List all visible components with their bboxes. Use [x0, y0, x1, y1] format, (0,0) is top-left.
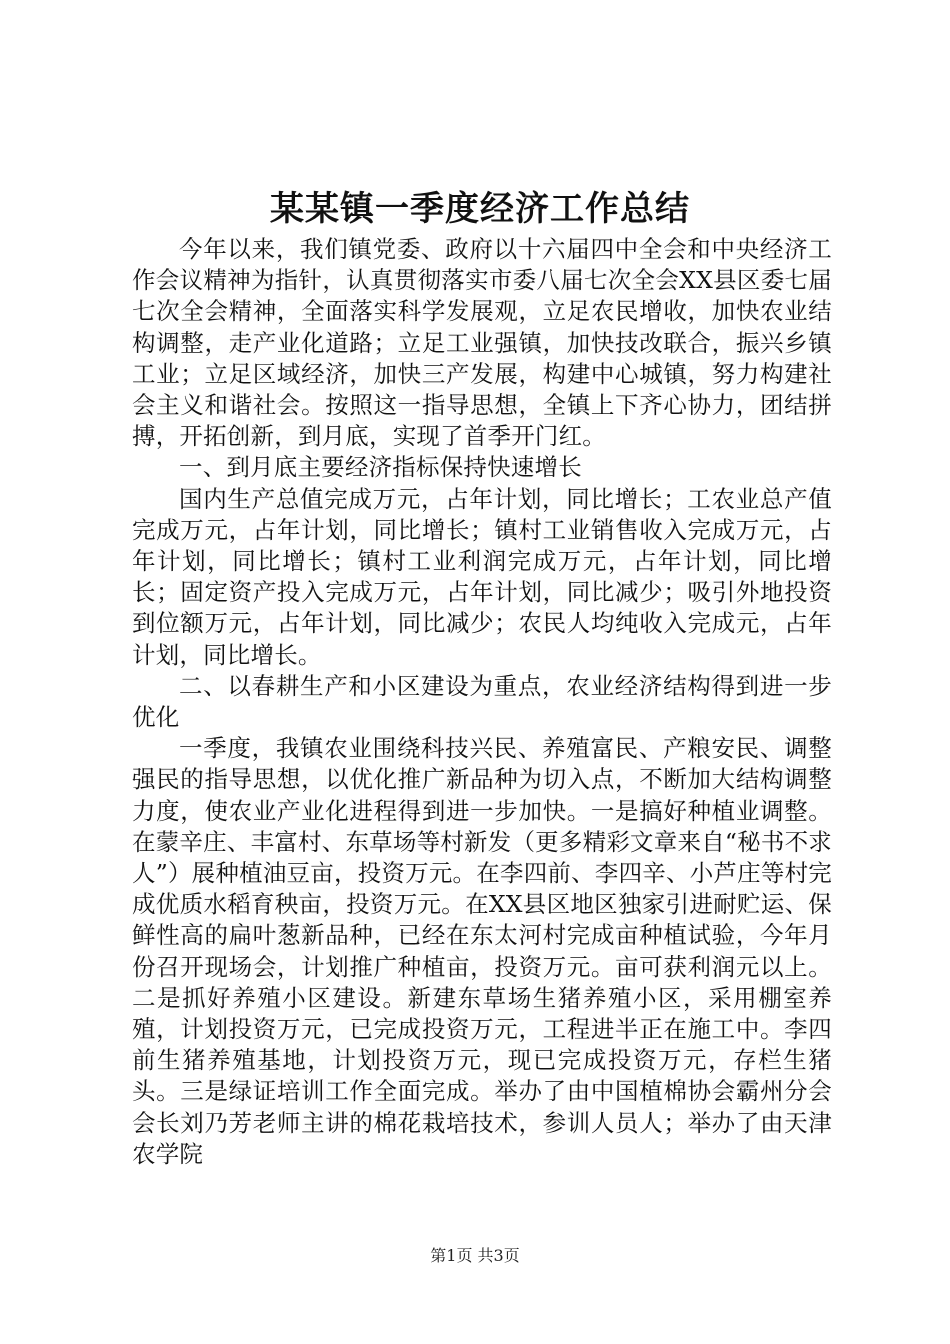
page-footer: 第1页 共3页 — [430, 1246, 520, 1265]
paragraph-intro: 今年以来，我们镇党委、政府以十六届四中全会和中央经济工作会议精神为指针，认真贯彻落实市委八届七次全会XX县区委七届七次全会精神，全面落实科学发展观，立足农民增收，加快农业结构调整，走产业化道路；立足工业强镇，加快技改联合，振兴乡镇工业；立足区域经济，加快三产发展，构建中心城镇，努力构建社会主义和谐社会。按照这一指导思想，全镇上下齐心协力，团结拼搏，开拓创新，到月底，实现了首季开门红。 — [132, 235, 832, 451]
paragraph-agriculture: 一季度，我镇农业围绕科技兴民、养殖富民、产粮安民、调整强民的指导思想，以优化推广新品种为切入点，不断加大结构调整力度，使农业产业化进程得到进一步加快。一是搞好种植业调整。在蒙辛庄、丰富村、东草场等村新发（更多精彩文章来自“秘书不求人”）展种植油豆亩，投资万元。在李四前、李四辛、小芦庄等村完成优质水稻育秧亩，投资万元。在XX县区地区独家引进耐贮运、保鲜性高的扁叶葱新品种，已经在东太河村完成亩种植试验，今年月份召开现场会，计划推广种植亩，投资万元。亩可获利润元以上。二是抓好养殖小区建设。新建东草场生猪养殖小区，采用棚室养殖，计划投资万元，已完成投资万元，工程进半正在施工中。李四前生猪养殖基地，计划投资万元，现已完成投资万元，存栏生猪头。三是绿证培训工作全面完成。举办了由中国植棉协会霸州分会会长刘乃芳老师主讲的棉花栽培技术，参训人员人；举办了由天津农学院 — [132, 734, 832, 1168]
paragraph-indicators: 国内生产总值完成万元，占年计划，同比增长；工农业总产值完成万元，占年计划，同比增长；镇村工业销售收入完成万元，占年计划，同比增长；镇村工业利润完成万元，占年计划，同比增长；固定资产投入完成万元，占年计划，同比减少；吸引外地投资到位额万元，占年计划，同比减少；农民人均纯收入完成元，占年计划，同比增长。 — [132, 484, 832, 669]
document-body — [132, 234, 832, 1170]
page-title: 某某镇一季度经济工作总结 — [270, 189, 690, 229]
section-heading-1: 一、到月底主要经济指标保持快速增长 — [179, 453, 582, 482]
section-heading-2: 二、以春耕生产和小区建设为重点，农业经济结构得到进一步优化 — [132, 671, 832, 732]
